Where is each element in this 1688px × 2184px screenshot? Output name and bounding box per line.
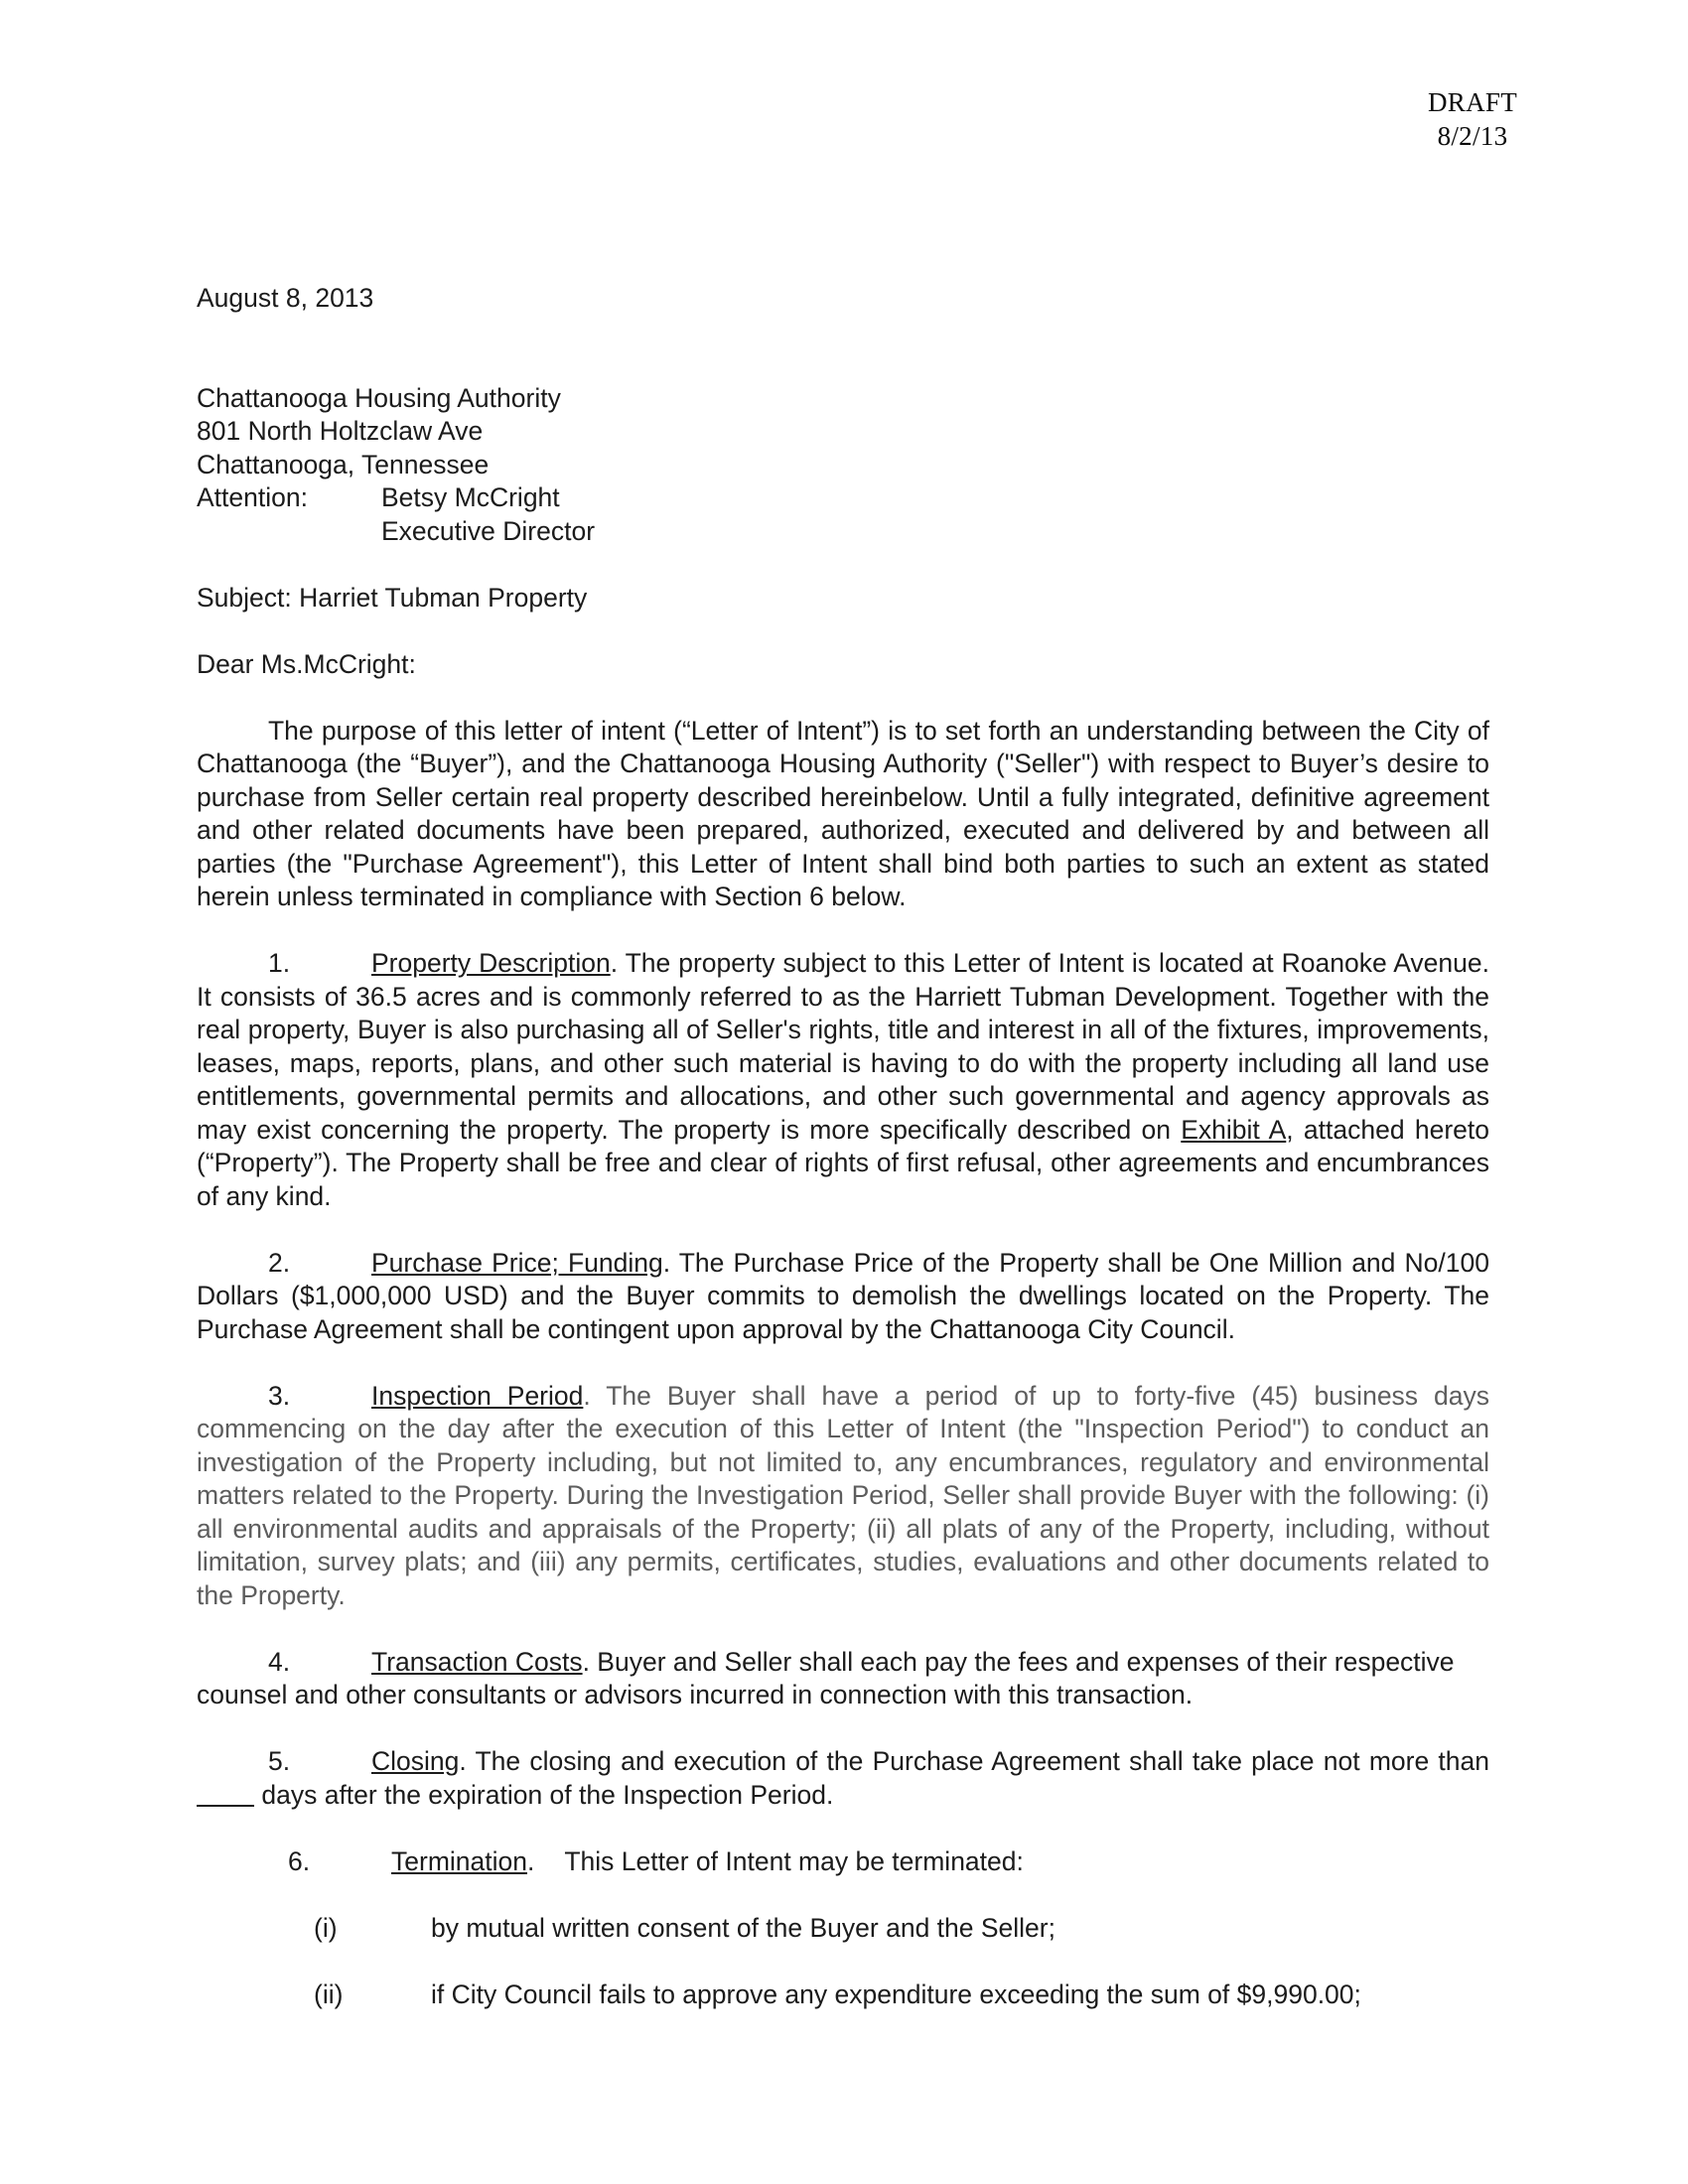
draft-header (1428, 85, 1517, 154)
section-2-title: Purchase Price; Funding (371, 1247, 663, 1278)
attention-label: Attention: (197, 482, 308, 512)
attention-title-row (197, 515, 1489, 549)
spacer (197, 614, 1489, 648)
termination-item-ii-marker: (ii) (314, 1979, 344, 2009)
section-1-body-a: . The property subject to this Letter of Intent is located at Roanoke Avenue. It consists of 36.5 acres and is commonly referred to as the Harriett Tubman Development. Together with the real property, Buyer is also purchasing all of Seller's rights, title and interest in all of the fixtures, improvements, leases, maps, reports, plans, and other such material is having to do with the property including all land use entitlements, governmental permits and allocations, and other such governmental and agency approvals as may exist concerning the property. The property is more specifically described on (197, 948, 1489, 1145)
section-3-title: Inspection Period (371, 1380, 584, 1411)
spacer (197, 681, 1489, 715)
section-2 (197, 1247, 1489, 1347)
subject-line: Subject: Harriet Tubman Property (197, 582, 588, 613)
section-4-number: 4. (268, 1646, 291, 1677)
section-3-body: . The Buyer shall have a period of up to forty-five (45) business days commencing on the day after the execution of this Letter of Intent (the "Inspection Period") to conduct an investigation of the Property including, but not limited to, any encumbrances, regulatory and environmental matters related to the Property. During the Investigation Period, Seller shall provide Buyer with the following: (i) all environmental audits and appraisals of the Property; (ii) all plats of any of the Property, including, without limitation, survey plats; and (iii) any permits, certificates, studies, evaluations and other documents related to the Property. (197, 1380, 1489, 1610)
spacer (197, 1213, 1489, 1247)
section-6 (197, 1845, 1489, 1879)
section-6-title: Termination (391, 1845, 527, 1876)
spacer (197, 548, 1489, 582)
section-3-number: 3. (268, 1380, 291, 1411)
attention-row (197, 481, 1489, 515)
opening-paragraph (197, 715, 1489, 914)
spacer (197, 914, 1489, 948)
section-3 (197, 1380, 1489, 1613)
draft-label: DRAFT (1427, 87, 1517, 117)
letter-date: August 8, 2013 (197, 283, 374, 313)
section-6-number: 6. (288, 1845, 311, 1876)
section-6-body: . (526, 1845, 535, 1876)
section-2-body: . The Purchase Price of the Property shall be One Million and No/100 Dollars ($1,000,000 USD) and the Buyer commits to demolish the dwellings located on the Property. The Purchase Agreement shall be contingent upon approval by the Chattanooga City Council. (197, 1247, 1489, 1344)
section-5-body-b: days after the expiration of the Inspection Period. (254, 1779, 834, 1810)
letter-body (197, 282, 1489, 2011)
spacer (197, 1878, 1489, 1912)
attention-spacer (197, 515, 381, 549)
termination-item-i-text: by mutual written consent of the Buyer and the Seller; (431, 1912, 1055, 1943)
section-1-exhibit-reference: Exhibit A (1181, 1114, 1287, 1145)
opening-paragraph-text: The purpose of this letter of intent (“Letter of Intent”) is to set forth an understanding between the City of Chattanooga (the “Buyer”), and the Chattanooga Housing Authority ("Seller") with respect to Buyer’s desire to purchase from Seller certain real property described hereinbelow. Until a fully integrated, definitive agreement and other related documents have been prepared, authorized, executed and delivered by and between all parties (the "Purchase Agreement"), this Letter of Intent shall bind both parties to such an extent as stated herein unless terminated in compliance with Section 6 below. (197, 715, 1489, 911)
spacer (197, 1945, 1489, 1979)
spacer (197, 1346, 1489, 1380)
spacer (197, 316, 1489, 382)
section-5-body-a: . The closing and execution of the Purchase Agreement shall take place not more than (459, 1746, 1489, 1776)
section-4 (197, 1646, 1489, 1712)
termination-item-ii-text: if City Council fails to approve any expenditure exceeding the sum of $9,990.00; (431, 1979, 1361, 2009)
section-5-title: Closing (371, 1746, 460, 1776)
section-1-body-b: , attached hereto (“Property”). The Property shall be free and clear of rights of first refusal, other agreements and encumbrances of any kind. (197, 1114, 1489, 1211)
spacer (197, 1812, 1489, 1845)
recipient-city-state: Chattanooga, Tennessee (197, 449, 490, 479)
section-4-title: Transaction Costs (371, 1646, 583, 1677)
section-1-title: Property Description (371, 948, 611, 978)
attention-title: Executive Director (381, 515, 596, 546)
attention-name: Betsy McCright (381, 482, 560, 512)
section-1-number: 1. (268, 948, 291, 978)
section-5-number: 5. (268, 1746, 291, 1776)
recipient-street: 801 North Holtzclaw Ave (197, 416, 484, 446)
salutation: Dear Ms.McCright: (197, 648, 416, 679)
spacer (197, 1712, 1489, 1746)
draft-date: 8/2/13 (1437, 121, 1508, 152)
recipient-organization: Chattanooga Housing Authority (197, 382, 561, 413)
section-6-lead-in: This Letter of Intent may be terminated: (564, 1845, 1024, 1876)
section-4-body: . Buyer and Seller shall each pay the fees and expenses of their respective counsel and other consultants or advisors incurred in connection with this transaction. (197, 1646, 1455, 1709)
closing-days-blank[interactable] (197, 1805, 254, 1807)
termination-item-i-marker: (i) (314, 1912, 338, 1943)
section-5 (197, 1745, 1489, 1812)
section-2-number: 2. (268, 1247, 291, 1278)
termination-item-i (197, 1912, 1489, 1946)
spacer (197, 1612, 1489, 1646)
termination-item-ii (197, 1979, 1489, 2012)
section-1 (197, 947, 1489, 1213)
